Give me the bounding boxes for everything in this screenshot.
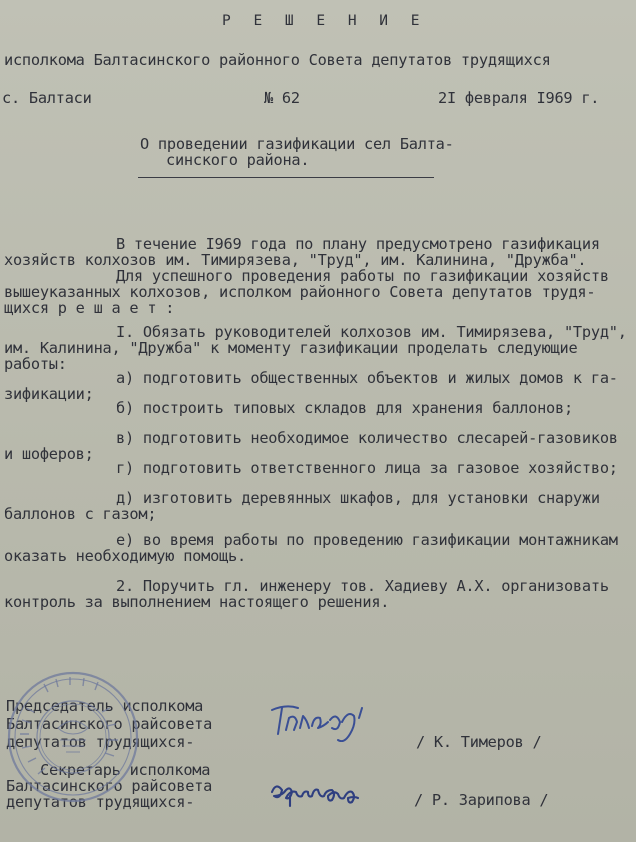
body-line: хозяйств колхозов им. Тимирязева, "Труд", им. Калинина, "Дружба". — [4, 251, 587, 269]
issuer-line: исполкома Балтасинского районного Совета депутатов трудящихся — [4, 51, 551, 69]
body-line: вышеуказанных колхозов, исполком районного Совета депутатов трудя- — [4, 283, 596, 301]
body-line: е) во время работы по проведению газификации монтажникам — [116, 531, 618, 549]
official-stamp — [4, 668, 142, 806]
body-line: Для успешного проведения работы по газификации хозяйств — [116, 267, 609, 285]
body-line: им. Калинина, "Дружба" к моменту газификации проделать следующие — [4, 339, 578, 357]
secretary-signature — [268, 776, 408, 810]
body-line: зификации; — [4, 385, 94, 403]
subject-line: О проведении газификации сел Балта- — [140, 135, 454, 153]
document-number: № 62 — [264, 89, 300, 107]
body-line: баллонов с газом; — [4, 505, 157, 523]
chair-title-line: депутатов трудящихся- — [6, 733, 195, 751]
secretary-title-line: Секретарь исполкома — [40, 761, 211, 779]
body-line: а) подготовить общественных объектов и жилых домов к га- — [116, 369, 618, 387]
chair-signature — [268, 700, 378, 742]
body-line: I. Обязать руководителей колхозов им. Тимирязева, "Труд", — [116, 323, 627, 341]
subject-line: синского района. — [166, 151, 310, 169]
secretary-title-line: Балтасинского райсовета — [6, 777, 213, 795]
body-line: и шоферов; — [4, 445, 94, 463]
body-line: в) подготовить необходимое количество слесарей-газовиков — [116, 429, 618, 447]
body-line: б) построить типовых складов для хранения баллонов; — [116, 399, 573, 417]
chair-title-line: Председатель исполкома — [6, 697, 204, 715]
subject-underline — [138, 177, 434, 178]
document-title: Р Е Ш Е Н И Е — [222, 13, 427, 29]
body-line: работы: — [4, 355, 67, 373]
secretary-title-line: депутатов трудящихся- — [6, 793, 195, 811]
chair-title-line: Балтасинского райсовета — [6, 715, 213, 733]
document-date: 2I февраля I969 г. — [438, 89, 600, 107]
body-line: д) изготовить деревянных шкафов, для установки снаружи — [116, 489, 600, 507]
body-line: г) подготовить ответственного лица за газовое хозяйство; — [116, 459, 618, 477]
chair-name: / К. Тимеров / — [416, 733, 542, 751]
body-line: В течение I969 года по плану предусмотрено газификация — [116, 235, 600, 253]
body-line: оказать необходимую помощь. — [4, 547, 246, 565]
body-line: щихся р е ш а е т : — [4, 299, 175, 317]
body-line: контроль за выполнением настоящего решения. — [4, 593, 390, 611]
body-line: 2. Поручить гл. инженеру тов. Хадиеву А.Х. организовать — [116, 577, 609, 595]
place: с. Балтаси — [2, 89, 92, 107]
secretary-name: / Р. Зарипова / — [414, 791, 549, 809]
